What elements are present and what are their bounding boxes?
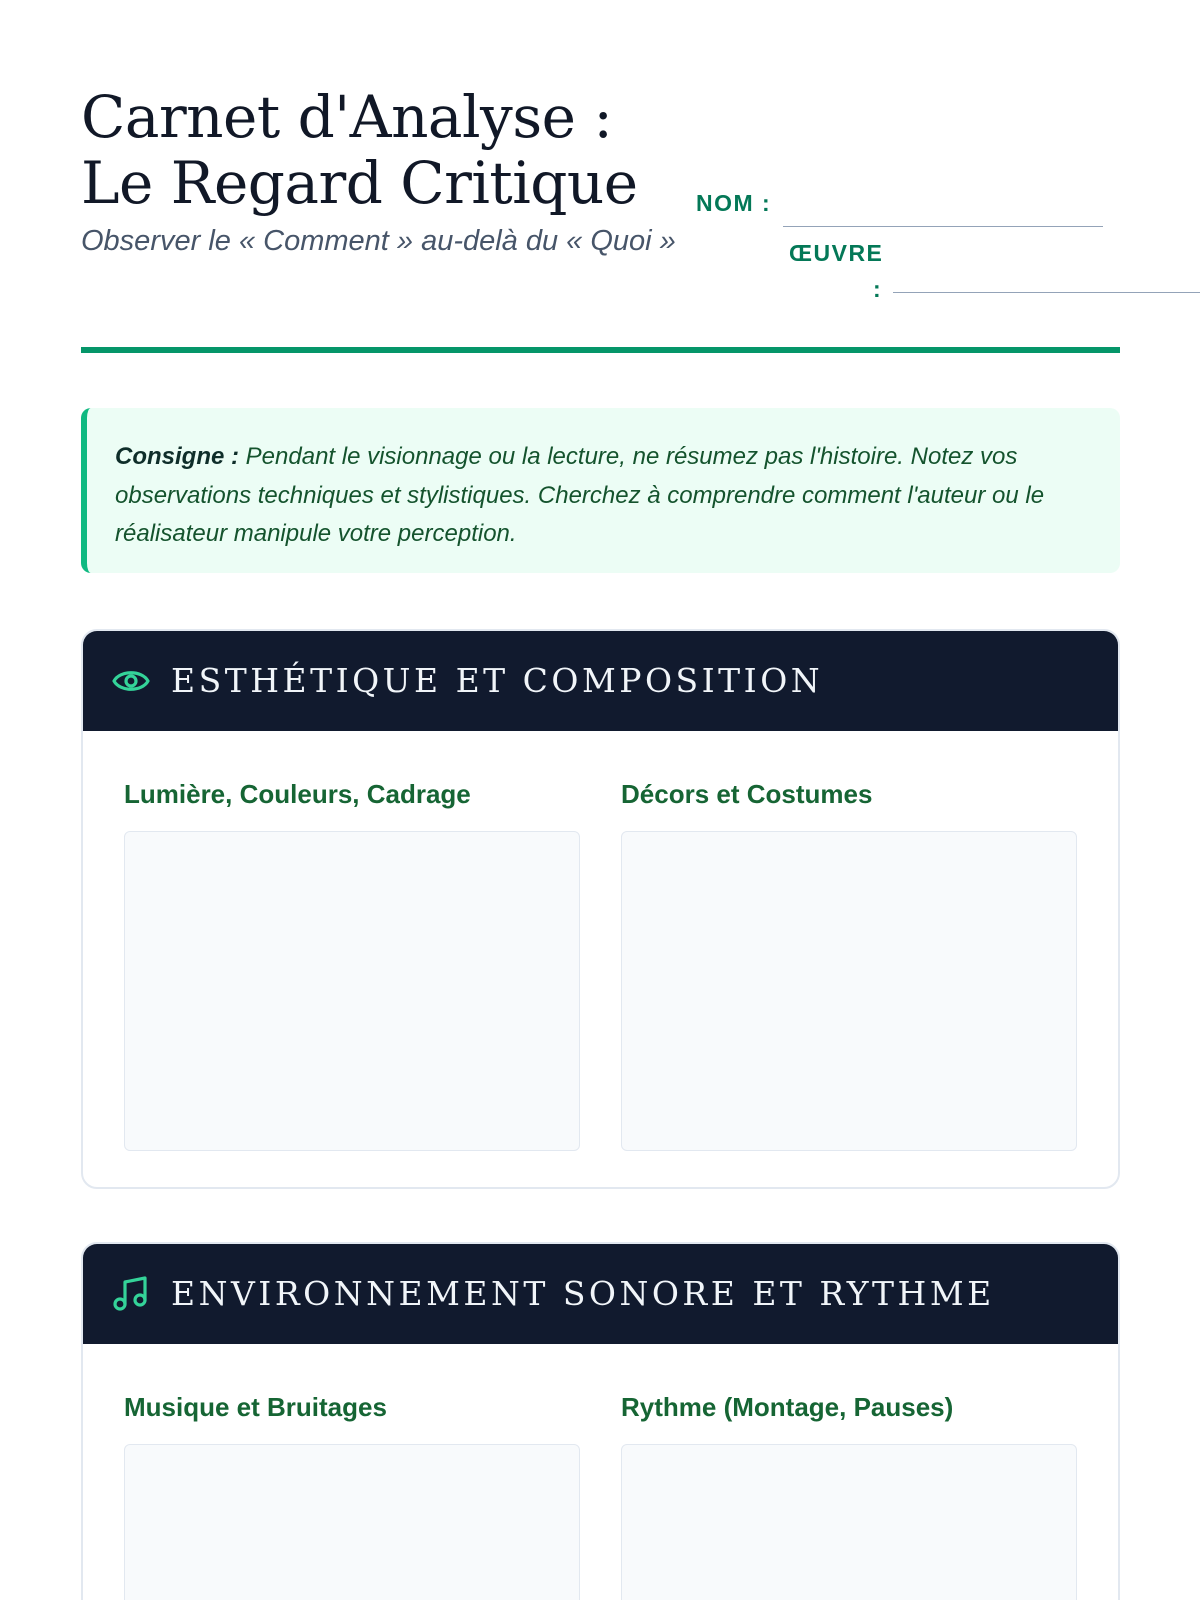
page-title: Carnet d'Analyse : Le Regard Critique xyxy=(81,83,638,217)
field-label: Rythme (Montage, Pauses) xyxy=(621,1392,954,1422)
page-subtitle: Observer le « Comment » au-delà du « Quoi » xyxy=(81,225,676,257)
rhythm-textarea[interactable] xyxy=(621,1444,1077,1600)
section-title: ESTHÉTIQUE ET COMPOSITION xyxy=(171,661,824,700)
section-aesthetics xyxy=(81,629,1120,1189)
name-label: NOM : xyxy=(696,190,772,216)
name-field[interactable] xyxy=(783,226,1103,227)
work-label-colon: : xyxy=(873,276,883,302)
sets-textarea[interactable] xyxy=(621,831,1077,1151)
header-divider xyxy=(81,347,1120,353)
field-label: Décors et Costumes xyxy=(621,779,873,809)
section-header xyxy=(83,1244,1118,1344)
instruction-box xyxy=(81,408,1120,573)
work-label: ŒUVRE xyxy=(789,240,884,266)
section-header xyxy=(83,631,1118,731)
eye-icon xyxy=(112,663,150,699)
worksheet-header xyxy=(81,0,1120,356)
work-field[interactable] xyxy=(893,292,1200,293)
field-label: Lumière, Couleurs, Cadrage xyxy=(124,779,471,809)
music-textarea[interactable] xyxy=(124,1444,580,1600)
worksheet-page xyxy=(81,0,1120,1422)
lighting-textarea[interactable] xyxy=(124,831,580,1151)
instruction-text: Pendant le visionnage ou la lecture, ne résumez pas l'histoire. Notez vos observations techniques et stylistiques. Cherchez à comprendre comment l'auteur ou le réalisateur manipule votre perception. xyxy=(115,443,1045,547)
section-title: ENVIRONNEMENT SONORE ET RYTHME xyxy=(171,1274,995,1313)
music-note-icon xyxy=(112,1276,150,1312)
instruction-label: Consigne : xyxy=(115,443,239,470)
section-sound xyxy=(81,1242,1120,1600)
field-label: Musique et Bruitages xyxy=(124,1392,387,1422)
